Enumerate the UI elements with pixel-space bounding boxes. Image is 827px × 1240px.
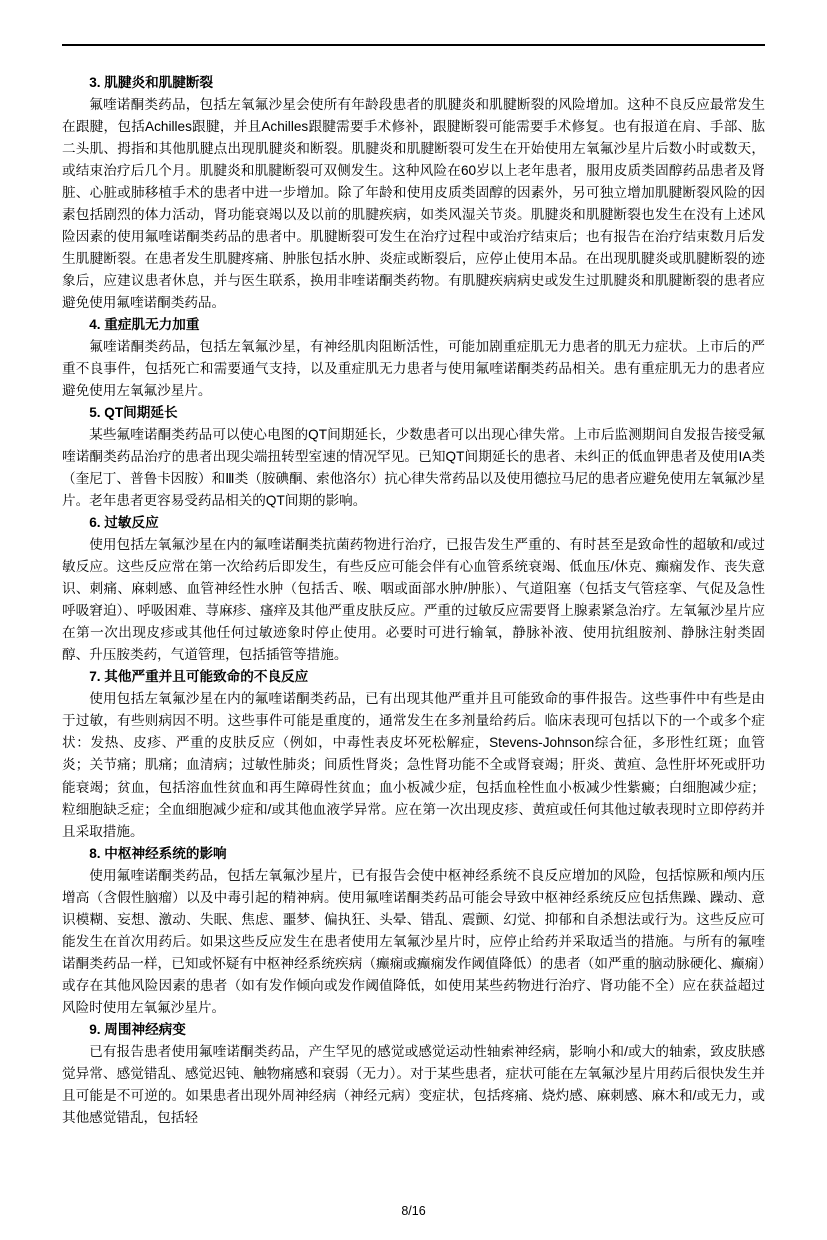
header-rule: [62, 44, 765, 46]
section-heading: 6. 过敏反应: [89, 515, 159, 531]
section-heading: 8. 中枢神经系统的影响: [89, 845, 227, 861]
section-paragraph: 已有报告患者使用氟喹诺酮类药品，产生罕见的感觉或感觉运动性轴索神经病，影响小和/或大的轴索，致皮肤感觉异常、感觉错乱、感觉迟钝、触物痛感和衰弱（无力）。对于某些患者，症状可能在左氧氟沙星片用药后很快发生并且可能是不可逆的。如果患者出现外周神经病（神经元病）变症状，包括疼痛、烧灼感、麻刺感、麻木和/或无力，或其他感觉错乱，包括轻: [62, 1043, 765, 1125]
section-heading: 4. 重症肌无力加重: [89, 317, 200, 333]
section-paragraph: 使用包括左氧氟沙星在内的氟喹诺酮类药品，已有出现其他严重并且可能致命的事件报告。这些事件中有些是由于过敏，有些则病因不明。这些事件可能是重度的，通常发生在多剂量给药后。临床表现可包括以下的一个或多个症状：发热、皮疹、严重的皮肤反应（例如，中毒性表皮坏死松解症，Stevens-Johnson综合征，多形性红斑；血管炎；关节痛；肌痛；血清病；过敏性肺炎；间质性肾炎；急性肾功能不全或肾衰竭；肝炎、黄疸、急性肝坏死或肝功能衰竭；贫血，包括溶血性贫血和再生障碍性贫血；血小板减少症，包括血栓性血小板减少性紫癜；白细胞减少症；粒细胞缺乏症；全血细胞减少症和/或其他血液学异常。应在第一次出现皮疹、黄疸或任何其他过敏表现时立即停药并且采取措施。: [62, 691, 765, 839]
section-paragraph: 氟喹诺酮类药品，包括左氧氟沙星会使所有年龄段患者的肌腱炎和肌腱断裂的风险增加。这种不良反应最常发生在跟腱，包括Achilles跟腱，并且Achilles跟腱需要手术修补，跟腱断裂可能需要手术修复。也有报道在肩、手部、肱二头肌、拇指和其他肌腱点出现肌腱炎和断裂。肌腱炎和肌腱断裂可发生在开始使用左氧氟沙星片后数小时或数天，或结束治疗后几个月。肌腱炎和肌腱断裂可双侧发生。这种风险在60岁以上老年患者，服用皮质类固醇药品患者及肾脏、心脏或肺移植手术的患者中进一步增加。除了年龄和使用皮质类固醇的因素外，另可独立增加肌腱断裂风险的因素包括剧烈的体力活动，肾功能衰竭以及以前的肌腱疾病，如类风湿关节炎。肌腱炎和肌腱断裂也发生在没有上述风险因素的使用氟喹诺酮类药品的患者中。肌腱断裂可发生在治疗过程中或治疗结束后；也有报告在治疗结束数月后发生肌腱断裂。在患者发生肌腱疼痛、肿胀包括水肿、炎症或断裂后，应停止使用本品。在出现肌腱炎或肌腱断裂的迹象后，应建议患者休息，并与医生联系，换用非喹诺酮类药物。有肌腱疾病病史或发生过肌腱炎和肌腱断裂的患者应避免使用氟喹诺酮类药品。: [62, 97, 765, 311]
document-body: [62, 72, 765, 1129]
section-paragraph: 使用氟喹诺酮类药品，包括左氧氟沙星片，已有报告会使中枢神经系统不良反应增加的风险，包括惊厥和颅内压增高（含假性脑瘤）以及中毒引起的精神病。使用氟喹诺酮类药品可能会导致中枢神经系统反应包括焦躁、躁动、意识模糊、妄想、激动、失眠、焦虑、噩梦、偏执狂、头晕、错乱、震颤、幻觉、抑郁和自杀想法或行为。这些反应可能发生在首次用药后。如果这些反应发生在患者使用左氧氟沙星片时，应停止给药并采取适当的措施。与所有的氟喹诺酮类药品一样，已知或怀疑有中枢神经系统疾病（癫痫或癫痫发作阈值降低）的患者（如严重的脑动脉硬化、癫痫）或存在其他风险因素的患者（如有发作倾向或发作阈值降低，如使用某些药物进行治疗、肾功能不全）应在获益超过风险时使用左氧氟沙星片。: [62, 867, 765, 1015]
section-heading: 3. 肌腱炎和肌腱断裂: [89, 75, 214, 90]
section-heading: 9. 周围神经病变: [89, 1021, 186, 1037]
section-paragraph: 使用包括左氧氟沙星在内的氟喹诺酮类抗菌药物进行治疗，已报告发生严重的、有时甚至是致命性的超敏和/或过敏反应。这些反应常在第一次给药后即发生，有些反应可能会伴有心血管系统衰竭、低血压/休克、癫痫发作、丧失意识、刺痛、麻刺感、血管神经性水肿（包括舌、喉、咽或面部水肿/肿胀）、气道阻塞（包括支气管痉挛、气促及急性呼吸窘迫）、呼吸困难、荨麻疹、瘙痒及其他严重皮肤反应。严重的过敏反应需要肾上腺素紧急治疗。左氧氟沙星片应在第一次出现皮疹或其他任何过敏迹象时停止使用。必要时可进行输氧，静脉补液、使用抗组胺剂、静脉注射类固醇、升压胺类药，气道管理，包括插管等措施。: [62, 537, 765, 663]
page-number: 8/16: [401, 1204, 426, 1218]
section-heading: 7. 其他严重并且可能致命的不良反应: [89, 669, 309, 685]
section-paragraph: 氟喹诺酮类药品，包括左氧氟沙星，有神经肌肉阻断活性，可能加剧重症肌无力患者的肌无力症状。上市后的严重不良事件，包括死亡和需要通气支持，以及重症肌无力患者与使用氟喹诺酮类药品相关。患有重症肌无力的患者应避免使用左氧氟沙星片。: [62, 339, 765, 399]
section-heading: 5. QT间期延长: [89, 405, 178, 421]
section-paragraph: 某些氟喹诺酮类药品可以使心电图的QT间期延长，少数患者可以出现心律失常。上市后监测期间自发报告接受氟喹诺酮类药品治疗的患者出现尖端扭转型室速的情况罕见。已知QT间期延长的患者、未纠正的低血钾患者及使用IA类（奎尼丁、普鲁卡因胺）和Ⅲ类（胺碘酮、索他洛尔）抗心律失常药品以及使用德拉马尼的患者应避免使用左氧氟沙星片。老年患者更容易受药品相关的QT间期的影响。: [62, 427, 765, 509]
